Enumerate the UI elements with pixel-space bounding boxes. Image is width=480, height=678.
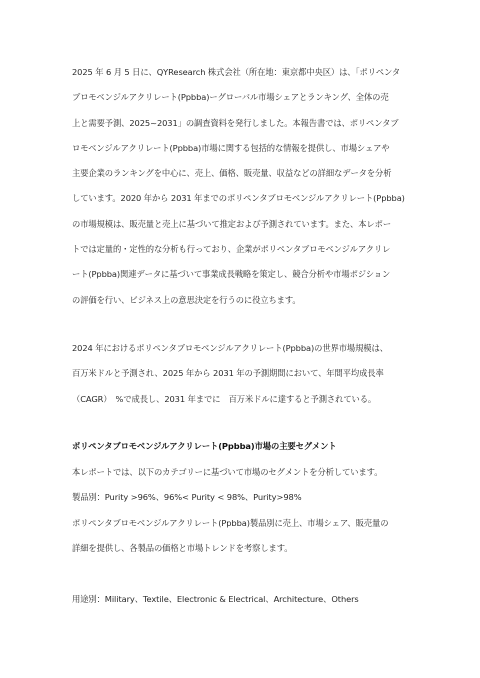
paragraph-line: 百万米ドルと予測され、2025 年から 2031 年の予測期間において、年間平均成長率 <box>72 368 384 379</box>
paragraph-line: 本レポートでは、以下のカテゴリーに基づいて市場のセグメントを分析しています。 <box>72 467 383 477</box>
paragraph-line: の評価を行い、ビジネス上の意思決定を行うのに役立ちます。 <box>72 294 301 305</box>
paragraph-line: （CAGR） %で成長し、2031 年までに 百万米ドルに達すると予測されている。 <box>72 393 377 404</box>
segment-paragraph <box>72 460 412 561</box>
application-paragraph <box>72 587 412 612</box>
product-type-line: 製品別：Purity >96%、96%< Purity < 98%、Purity>98% <box>72 492 302 503</box>
market-size-paragraph <box>72 336 412 412</box>
application-type-line: 用途別：Military、Textile、Electronic & Electrical、Architecture、Others <box>72 594 359 604</box>
section-heading: ポリペンタブロモベンジルアクリレート(Ppbba)市場の主要セグメント <box>72 441 337 451</box>
segment-section-heading <box>72 434 412 459</box>
paragraph-line: ロモベンジルアクリレート(Ppbba)市場に関する包括的な情報を提供し、市場シェアや <box>72 142 390 153</box>
paragraph-line: 詳細を提供し、各製品の価格と市場トレンドを考察します。 <box>72 542 293 553</box>
paragraph-line: 2025 年 6 月 5 日に、QYResearch 株式会社（所在地：東京都中央区）は、「ポリペンタ <box>72 67 401 77</box>
paragraph-line: ート(Ppbba)関連データに基づいて事業成長戦略を策定し、競合分析や市場ポジション <box>72 269 391 280</box>
paragraph-line: 上と需要予測、2025~2031」の調査資料を発行しました。本報告書では、ポリペンタブ <box>72 117 399 128</box>
paragraph-line: の市場規模は、販売量と売上に基づいて推定および予測されています。また、本レポー <box>72 218 392 229</box>
intro-paragraph <box>72 60 412 313</box>
paragraph-line: ブロモベンジルアクリレート(Ppbba)ーグローバル市場シェアとランキング、全体の売 <box>72 92 389 103</box>
paragraph-line: しています。2020 年から 2031 年までのポリペンタブロモベンジルアクリレート(Ppbba) <box>72 193 405 204</box>
paragraph-line: 2024 年におけるポリペンタブロモベンジルアクリレート(Ppbba)の世界市場規模は、 <box>72 343 388 353</box>
paragraph-line: ポリペンタブロモベンジルアクリレート(Ppbba)製品別に売上、市場シェア、販売量の <box>72 517 389 528</box>
paragraph-line: 主要企業のランキングを中心に、売上、価格、販売量、収益などの詳細なデータを分析 <box>72 168 392 179</box>
paragraph-line: トでは定量的・定性的な分析も行っており、企業がポリペンタブロモベンジルアクリレ <box>72 244 391 255</box>
